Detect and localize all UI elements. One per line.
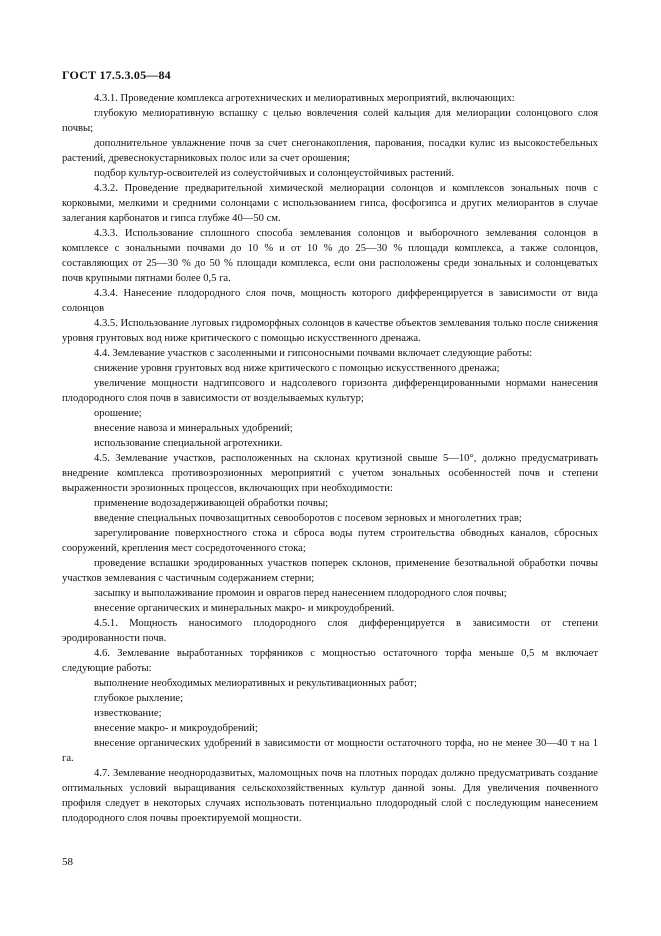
- paragraph-4-3-4: 4.3.4. Нанесение плодородного слоя почв, мощность которого дифференцируется в зависимости от вида солонцов: [62, 288, 598, 314]
- list-item: подбор культур-освоителей из солеустойчивых и солонцеустойчивых растений.: [94, 168, 454, 179]
- list-item: глубокое рыхление;: [94, 693, 184, 704]
- list-item: засыпку и выполаживание промоин и оврагов перед нанесением плодородного слоя почвы;: [94, 588, 507, 599]
- paragraph-4-7: 4.7. Землевание неоднородазвитых, маломощных почв на плотных породах должно предусматривать создание оптимальных условий выращивания сельскохозяйственных культур данной зоны. Для увеличения почвенного профиля следует в некоторых случаях использовать потенциально плодородный слой с последующим нанесением плодородного слоя почвы проектируемой мощности.: [62, 768, 598, 824]
- list-item: дополнительное увлажнение почв за счет снегонакопления, парования, посадки кулис из высокостебельных растений, древеснокустарниковых полос или за счет орошения;: [62, 138, 598, 164]
- list-item: внесение макро- и микроудобрений;: [94, 723, 258, 734]
- paragraph-4-5: 4.5. Землевание участков, расположенных на склонах крутизной свыше 5—10°, должно предусматривать внедрение комплекса противоэрозионных мероприятий с учетом зональных особенностей почв и степени выраженности эрозионных процессов, включающих при необходимости:: [62, 453, 598, 494]
- paragraph-4-3-3: 4.3.3. Использование сплошного способа землевания солонцов и выборочного землевания солонцов в комплексе с зональными почвами до 10 % и от 10 % до 25—30 % площади комплекса, а также солонцов, составляющих от 25—30 % до 50 % площади комплекса, если они расположены среди зональных и солонцеватых почв крупными пятнами более 0,5 га.: [62, 228, 598, 284]
- list-item: увеличение мощности надгипсового и надсолевого горизонта дифференцированными нормами нанесения плодородного слоя почв в зависимости от возделываемых культур;: [62, 378, 598, 404]
- list-item: введение специальных почвозащитных севооборотов с посевом зерновых и многолетних трав;: [94, 513, 522, 524]
- list-item: проведение вспашки эродированных участков поперек склонов, применение безотвальной обработки почвы участков землевания с частичным содержанием стерни;: [62, 558, 598, 584]
- page-number: 58: [62, 856, 73, 868]
- list-item: снижение уровня грунтовых вод ниже критического с помощью искусственного дренажа;: [94, 363, 500, 374]
- document-header: ГОСТ 17.5.3.05—84: [62, 68, 171, 82]
- list-item: применение водозадерживающей обработки почвы;: [94, 498, 329, 509]
- list-item: орошение;: [94, 408, 142, 419]
- list-item: использование специальной агротехники.: [94, 438, 283, 449]
- paragraph-4-4: 4.4. Землевание участков с засоленными и гипсоносными почвами включает следующие работы:: [94, 348, 533, 359]
- paragraph-4-5-1: 4.5.1. Мощность наносимого плодородного слоя дифференцируется в зависимости от степени эродированности почв.: [62, 618, 598, 644]
- paragraph-4-3-5: 4.3.5. Использование луговых гидроморфных солонцов в качестве объектов землевания только после снижения уровня грунтовых вод ниже критического с помощью искусственного дренажа.: [62, 318, 598, 344]
- document-body: [62, 91, 598, 826]
- paragraph-4-3-2: 4.3.2. Проведение предварительной химической мелиорации солонцов и комплексов зональных почв с корковыми, мелкими и средними солонцами с использованием гипса, фосфогипса и других мелиорантов в случае залегания карбонатов и гипса глубже 40—50 см.: [62, 183, 598, 224]
- list-item: внесение органических и минеральных макро- и микроудобрений.: [94, 603, 395, 614]
- list-item: выполнение необходимых мелиоративных и рекультивационных работ;: [94, 678, 417, 689]
- list-item: зарегулирование поверхностного стока и сброса воды путем строительства обводных каналов, сбросных сооружений, крепления мест сосредоточенного стока;: [62, 528, 598, 554]
- list-item: глубокую мелиоративную вспашку с целью вовлечения солей кальция для мелиорации солонцового слоя почвы;: [62, 108, 598, 134]
- list-item: внесение органических удобрений в зависимости от мощности остаточного торфа, но не менее 30—40 т на 1 га.: [62, 738, 598, 764]
- paragraph-4-6: 4.6. Землевание выработанных торфяников с мощностью остаточного торфа меньше 0,5 м включает следующие работы:: [62, 648, 598, 674]
- paragraph-4-3-1: 4.3.1. Проведение комплекса агротехнических и мелиоративных мероприятий, включающих:: [94, 93, 515, 104]
- list-item: внесение навоза и минеральных удобрений;: [94, 423, 293, 434]
- list-item: известкование;: [94, 708, 162, 719]
